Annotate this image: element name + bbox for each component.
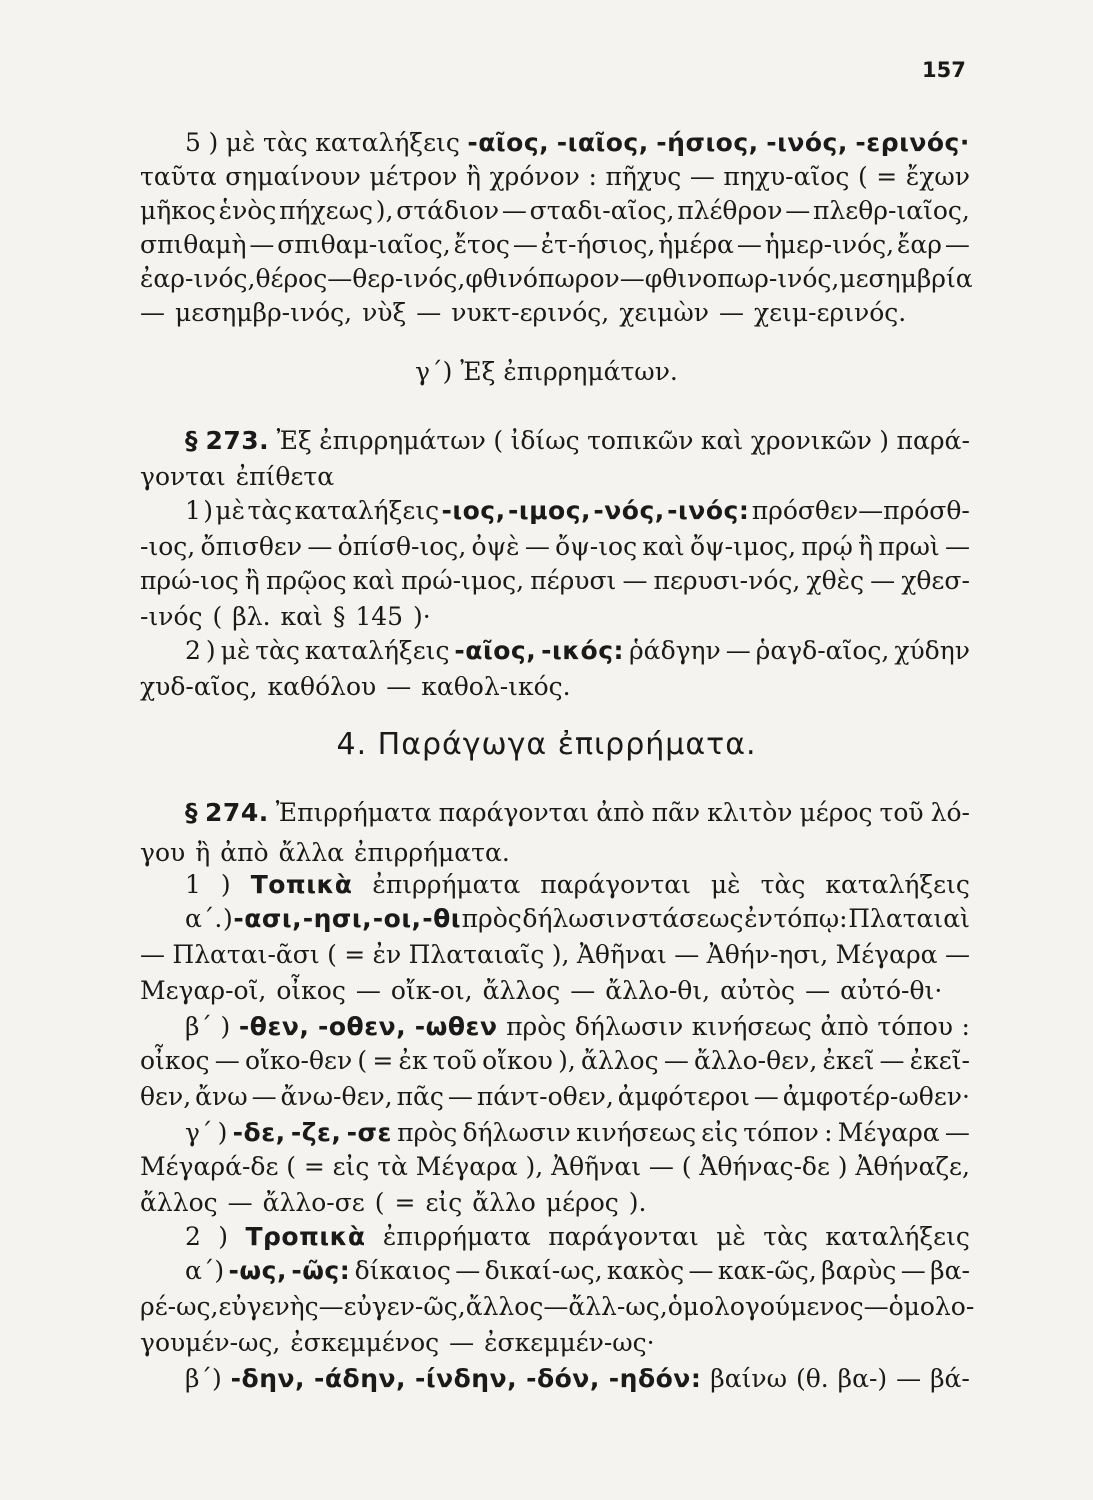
text-line: § 273. Ἐξ ἐπιρρημάτων ( ἰδίως τοπικῶν καὶ χρονικῶν ) παρά-: [185, 426, 970, 455]
text-line: ἐαρ-ινός, θέρος — θερ-ινός, φθινόπωρον — φθινοπωρ-ινός, μεσημβρία: [140, 264, 973, 293]
text-line: γονται ἐπίθετα: [140, 462, 335, 491]
text-line: -ιος, ὄπισθεν — ὀπίσθ-ιος, ὀψὲ — ὄψ-ιος καὶ ὄψ-ιμος, πρῴ ἢ πρωὶ —: [140, 532, 970, 561]
text-line: σπιθαμὴ — σπιθαμ-ιαῖος, ἔτος — ἐτ-ήσιος, ἡμέρα — ἡμερ-ινός, ἔαρ —: [140, 230, 970, 259]
text-line: 2 ) Τροπικὰ ἐπιρρήματα παράγονται μὲ τὰς καταλήξεις: [185, 1222, 970, 1251]
text-line: 1 ) μὲ τὰς καταλήξεις -ιος, -ιμος, -νός, -ινός: πρόσθεν—πρόσθ-: [185, 496, 970, 525]
text-line: θεν, ἄνω — ἄνω-θεν, πᾶς — πάντ-οθεν, ἀμφότεροι — ἀμφοτέρ-ωθεν·: [140, 1082, 970, 1111]
text-line: χυδ-αῖος, καθόλου — καθολ-ικός.: [140, 672, 571, 701]
text-line: 1 ) Τοπικὰ ἐπιρρήματα παράγονται μὲ τὰς καταλήξεις: [185, 870, 970, 899]
text-line: πρώ-ιος ἢ πρῷος καὶ πρώ-ιμος, πέρυσι — περυσι-νός, χθὲς — χθεσ-: [140, 566, 970, 595]
text-line: 2 ) μὲ τὰς καταλήξεις -αῖος, -ικός: ῥάδγην — ῥαγδ-αῖος, χύδην: [185, 636, 970, 665]
text-line: β΄ ) -θεν, -οθεν, -ωθεν πρὸς δήλωσιν κινήσεως ἀπὸ τόπου :: [185, 1012, 970, 1041]
section-heading: 4. Παράγωγα ἐπιρρήματα.: [336, 727, 757, 762]
text-line: α΄) -ως, -ῶς: δίκαιος — δικαί-ως, κακὸς — κακ-ῶς, βαρὺς — βα-: [185, 1256, 970, 1285]
text-line: ρέ-ως, εὐγενὴς — εὐγεν-ῶς, ἄλλος — ἄλλ-ως, ὁμολογούμενος — ὁμολο-: [140, 1292, 975, 1321]
text-line: β΄) -δην, -άδην, -ίνδην, -δόν, -ηδόν: βαίνω (θ. βα-) — βά-: [185, 1364, 970, 1393]
text-line: ἄλλος — ἄλλο-σε ( = εἰς ἄλλο μέρος ).: [140, 1188, 647, 1217]
text-line: γουμέν-ως, ἐσκεμμένος — ἐσκεμμέν-ως·: [140, 1328, 655, 1357]
text-line: γου ἢ ἀπὸ ἄλλα ἐπιρρήματα.: [140, 838, 510, 867]
text-line: -ινός ( βλ. καὶ § 145 )·: [140, 602, 431, 631]
text-line: 5 ) μὲ τὰς καταλήξεις -αῖος, -ιαῖος, -ήσιος, -ινός, -ερινός·: [185, 128, 970, 157]
page-number: 157: [922, 58, 966, 82]
text-line: α΄. ) -ασι, -ησι, -οι, -θι πρὸς δήλωσιν στάσεως ἐν τόπῳ: Πλαταιαὶ: [185, 904, 970, 933]
text-line: μῆκος ἑνὸς πήχεως ), στάδιον — σταδι-αῖος, πλέθρον — πλεθρ-ιαῖος,: [140, 196, 970, 225]
text-line: — Πλαται-ᾶσι ( = ἐν Πλαταιαῖς ), Ἀθῆναι — Ἀθήν-ησι, Μέγαρα —: [140, 940, 970, 969]
text-line: ταῦτα σημαίνουν μέτρον ἢ χρόνον : πῆχυς — πηχυ-αῖος ( = ἔχων: [140, 162, 970, 191]
text-line: γ΄ ) -δε, -ζε, -σε πρὸς δήλωσιν κινήσεως εἰς τόπον : Μέγαρα —: [185, 1118, 970, 1147]
section-heading: γ΄) Ἐξ ἐπιρρημάτων.: [415, 357, 678, 386]
text-line: Μεγαρ-οῖ, οἶκος — οἴκ-οι, ἄλλος — ἄλλο-θι, αὐτὸς — αὐτό-θι·: [140, 976, 943, 1005]
text-line: Μέγαρά-δε ( = εἰς τὰ Μέγαρα ), Ἀθῆναι — ( Ἀθήνας-δε ) Ἀθήναζε,: [140, 1152, 970, 1181]
text-line: — μεσημβρ-ινός, νὺξ — νυκτ-ερινός, χειμὼν — χειμ-ερινός.: [140, 298, 907, 327]
text-line: § 274. Ἐπιρρήματα παράγονται ἀπὸ πᾶν κλιτὸν μέρος τοῦ λό-: [185, 798, 970, 827]
text-line: οἶκος — οἴκο-θεν ( = ἐκ τοῦ οἴκου ), ἄλλος — ἄλλο-θεν, ἐκεῖ — ἐκεῖ-: [140, 1046, 970, 1075]
